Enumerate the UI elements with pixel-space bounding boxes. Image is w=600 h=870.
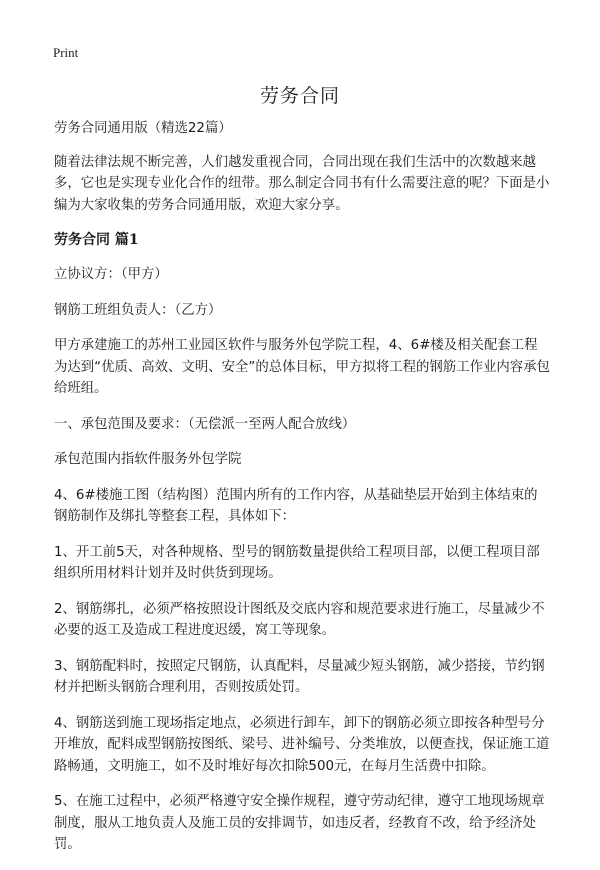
paragraph-scope-detail: 4、6#楼施工图（结构图）范围内所有的工作内容，从基础垫层开始到主体结束的钢筋制作及绑扎等整套工程，具体如下：: [54, 487, 538, 524]
section-heading: 劳务合同 篇1: [54, 232, 139, 248]
clause-2: 2、钢筋绑扎，必须严格按照设计图纸及交底内容和规范要求进行施工，尽量减少不必要的返工及造成工程进度迟缓，窝工等现象。: [54, 601, 545, 638]
document-body: [54, 118, 550, 870]
paragraph-party-b: 钢筋工班组负责人：（乙方）: [54, 302, 222, 318]
clause-5: 5、在施工过程中，必须严格遵守安全操作规程，遵守劳动纪律，遵守工地现场规章制度，服从工地负责人及施工员的安排调节，如违反者，经教育不改，给予经济处罚。: [54, 794, 545, 852]
clause-4: 4、钢筋送到施工现场指定地点，必须进行卸车，卸下的钢筋必须立即按各种型号分开堆放，配料成型钢筋按图纸、梁号、进补编号、分类堆放，以便查找，保证施工道路畅通，文明施工，如不及时堆好每次扣除500元，在每月生活费中扣除。: [54, 715, 550, 774]
clause-1: 1、开工前5天，对各种规格、型号的钢筋数量提供给工程项目部，以便工程项目部组织所用材料计划并及时供货到现场。: [54, 544, 540, 581]
paragraph-party-a: 立协议方：（甲方）: [54, 267, 168, 282]
print-link[interactable]: Print: [53, 45, 79, 60]
paragraph-scope-heading: 一、承包范围及要求：（无偿派一至两人配合放线）: [54, 416, 356, 432]
intro-paragraph: 随着法律法规不断完善，人们越发重视合同，合同出现在我们生活中的次数越来越多，它也是实现专业化合作的纽带。那么制定合同书有什么需要注意的呢？下面是小编为大家收集的劳务合同通用版，欢迎大家分享。: [54, 154, 550, 213]
document-subtitle: 劳务合同通用版（精选22篇）: [54, 121, 232, 136]
document-title: 劳务合同: [259, 85, 340, 107]
paragraph-scope-location: 承包范围内指软件服务外包学院: [54, 452, 242, 467]
paragraph-project-goal: 甲方承建施工的苏州工业园区软件与服务外包学院工程，4、6#楼及相关配套工程为达到“优质、高效、文明、安全”的总体目标，甲方拟将工程的钢筋工作业内容承包给班组。: [54, 338, 550, 396]
clause-3: 3、钢筋配料时，按照定尺钢筋，认真配料，尽量减少短头钢筋，减少搭接，节约钢材并把断头钢筋合理利用，否则按质处罚。: [54, 658, 545, 695]
